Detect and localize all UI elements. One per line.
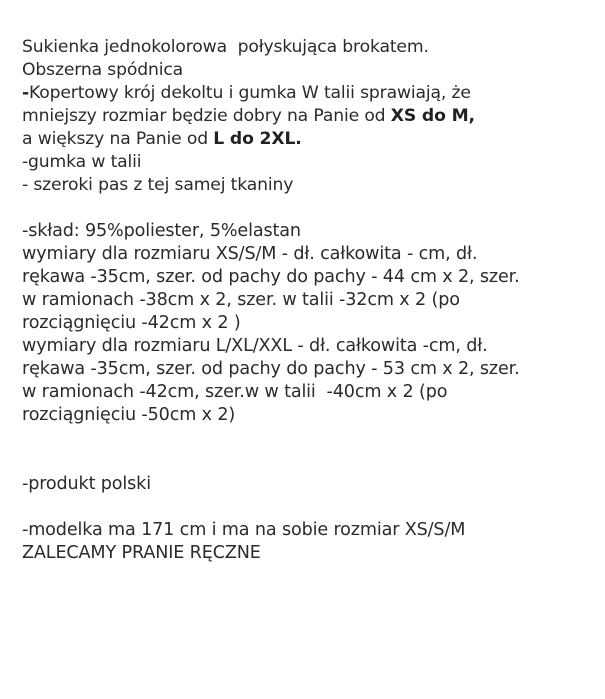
measurements-small-2: rękawa -35cm, szer. od pachy do pachy - 44 cm x 2, szer.	[22, 267, 520, 287]
fit-line-1	[22, 82, 592, 105]
model-info: -modelka ma 171 cm i ma na sobie rozmiar XS/S/M	[22, 520, 466, 540]
composition: -skład: 95%poliester, 5%elastan	[22, 221, 301, 241]
feature-belt: - szeroki pas z tej samej tkaniny	[22, 175, 294, 195]
intro-line-2: Obszerna spódnica	[22, 60, 184, 80]
fit-size-large: L do 2XL.	[213, 129, 302, 149]
measurements-small-4: rozciągnięciu -42cm x 2 )	[22, 313, 241, 333]
measurements-small-3: w ramionach -38cm x 2, szer. w talii -32cm x 2 (po	[22, 290, 460, 310]
fit-line-3	[22, 128, 592, 151]
feature-waist-elastic: -gumka w talii	[22, 152, 142, 172]
fit-line-3-text: a większy na Panie od	[22, 129, 214, 149]
origin: -produkt polski	[22, 474, 151, 494]
fit-line-1-text: Kopertowy krój dekoltu i gumka W talii sprawiają, że	[28, 83, 471, 103]
fit-line-2	[22, 105, 592, 128]
product-description	[22, 36, 592, 565]
measurements-small-1: wymiary dla rozmiaru XS/S/M - dł. całkowita - cm, dł.	[22, 244, 478, 264]
fit-line-1-dash: -	[22, 83, 29, 103]
measurements-large-3: w ramionach -42cm, szer.w w talii -40cm x 2 (po	[22, 382, 448, 402]
care-instructions: ZALECAMY PRANIE RĘCZNE	[22, 543, 261, 563]
measurements-large-2: rękawa -35cm, szer. od pachy do pachy - 53 cm x 2, szer.	[22, 359, 520, 379]
measurements-large-4: rozciągnięciu -50cm x 2)	[22, 405, 236, 425]
fit-size-small: XS do M,	[390, 106, 475, 126]
intro-line-1: Sukienka jednokolorowa połyskująca brokatem.	[22, 37, 429, 57]
measurements-large-1: wymiary dla rozmiaru L/XL/XXL - dł. całkowita -cm, dł.	[22, 336, 488, 356]
fit-line-2-text: mniejszy rozmiar będzie dobry na Panie od	[22, 106, 391, 126]
